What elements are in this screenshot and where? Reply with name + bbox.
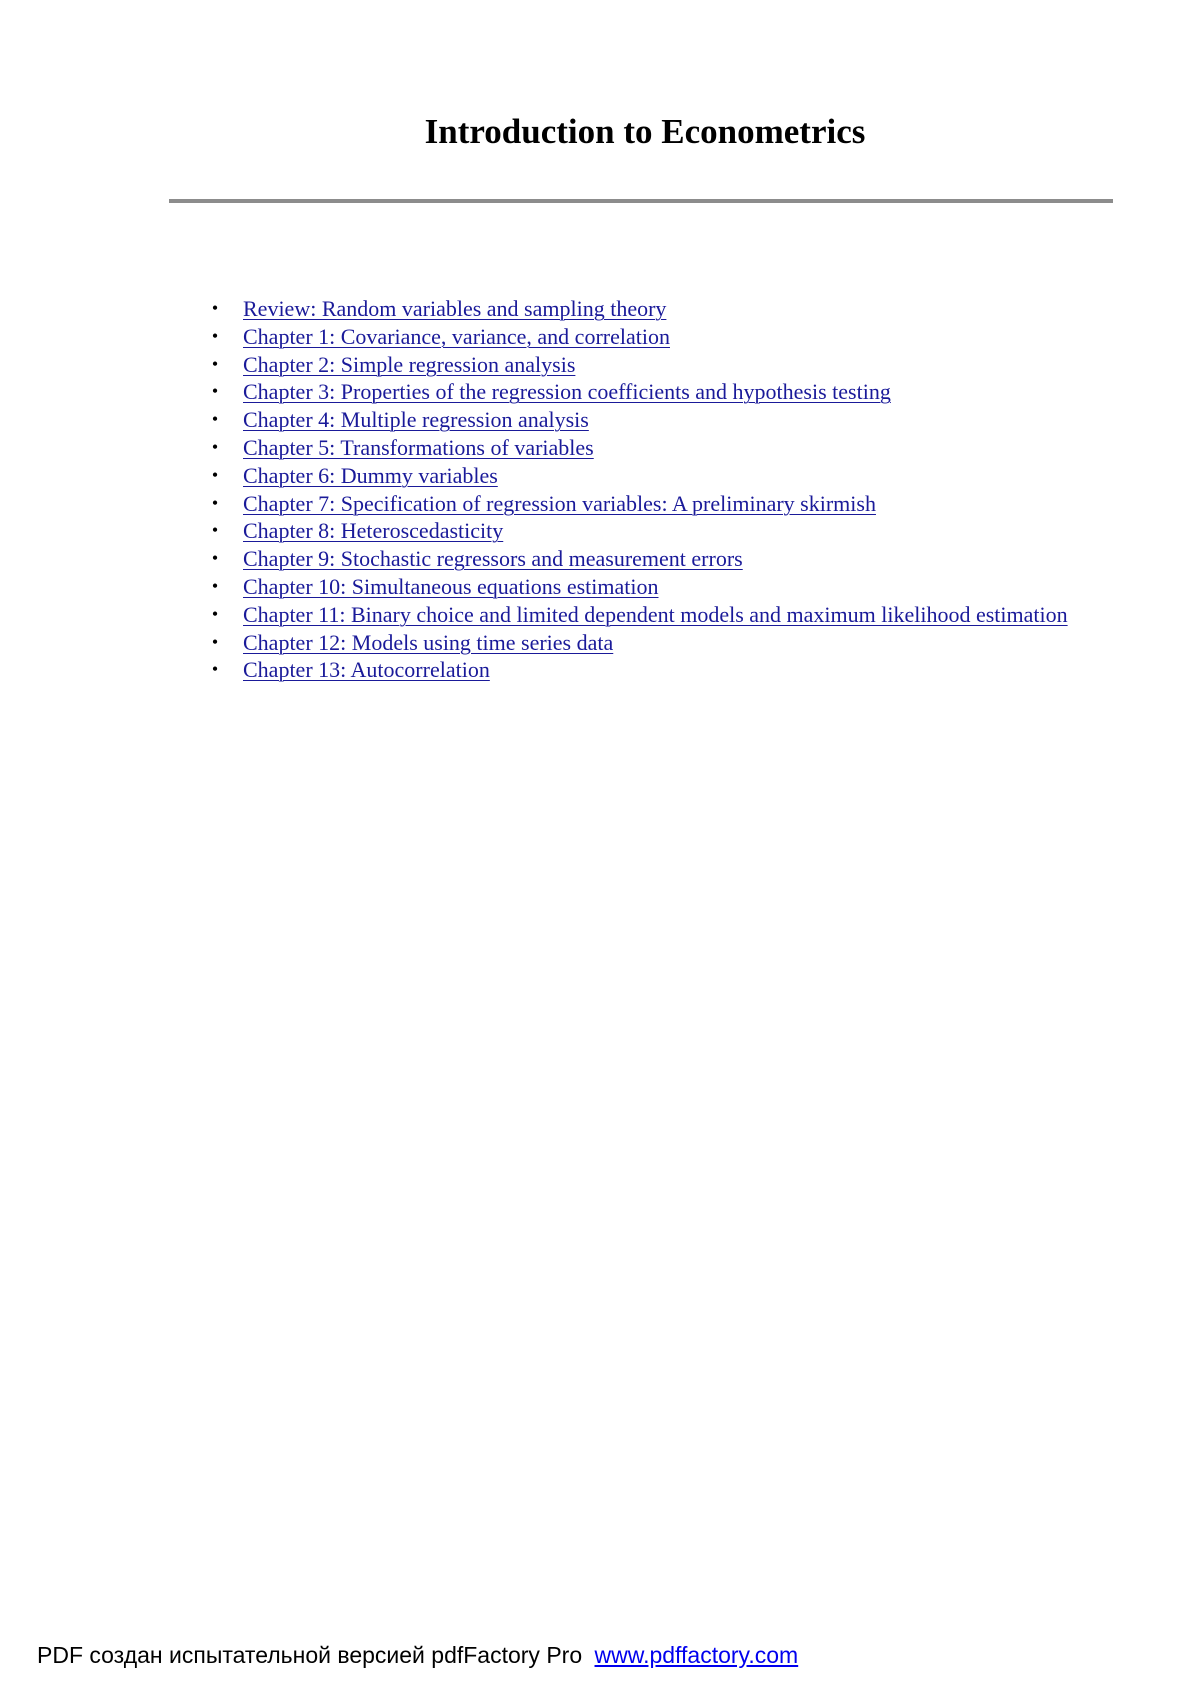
toc-link[interactable]: Chapter 12: Models using time series data: [243, 629, 614, 655]
toc-link[interactable]: Chapter 1: Covariance, variance, and correlation: [243, 323, 670, 349]
toc-link[interactable]: Chapter 2: Simple regression analysis: [243, 351, 576, 377]
toc-link[interactable]: Chapter 11: Binary choice and limited dependent models and maximum likelihood estimation: [243, 601, 1068, 627]
bullet-icon: •: [211, 381, 219, 402]
toc-link[interactable]: Chapter 7: Specification of regression variables: A preliminary skirmish: [243, 490, 876, 516]
toc-item: [211, 490, 1073, 518]
toc-item: [211, 323, 1073, 351]
toc-link[interactable]: Review: Random variables and sampling theory: [243, 296, 667, 321]
toc-link[interactable]: Chapter 6: Dummy variables: [243, 462, 498, 488]
toc-item: [211, 406, 1073, 434]
bullet-icon: •: [211, 325, 219, 346]
footer-text: PDF создан испытательной версией pdfFactory Pro: [37, 1642, 583, 1668]
toc-item: [211, 656, 1073, 684]
title-divider: [169, 199, 1113, 203]
bullet-icon: •: [211, 492, 219, 513]
table-of-contents: [211, 295, 1073, 684]
toc-item: [211, 517, 1073, 545]
bullet-icon: •: [211, 353, 219, 374]
toc-link[interactable]: Chapter 3: Properties of the regression coefficients and hypothesis testing: [243, 379, 891, 405]
bullet-icon: •: [211, 603, 219, 624]
toc-link[interactable]: Chapter 13: Autocorrelation: [243, 657, 490, 683]
toc-item: [211, 462, 1073, 490]
toc-item: [211, 629, 1073, 657]
bullet-icon: •: [211, 298, 219, 318]
bullet-icon: •: [211, 520, 219, 541]
toc-link[interactable]: Chapter 8: Heteroscedasticity: [243, 518, 504, 544]
pdf-footer: [37, 1641, 798, 1669]
toc-item: [211, 545, 1073, 573]
toc-item: [211, 295, 1073, 323]
toc-link[interactable]: Chapter 4: Multiple regression analysis: [243, 407, 589, 433]
toc-item: [211, 573, 1073, 601]
bullet-icon: •: [211, 409, 219, 430]
toc-item: [211, 378, 1073, 406]
bullet-icon: •: [211, 464, 219, 485]
page-title: Introduction to Econometrics: [424, 112, 866, 151]
toc-item: [211, 434, 1073, 462]
bullet-icon: •: [211, 575, 219, 596]
toc-link[interactable]: Chapter 10: Simultaneous equations estimation: [243, 573, 659, 599]
footer-link[interactable]: www.pdffactory.com: [594, 1642, 799, 1668]
toc-item: [211, 351, 1073, 379]
toc-link[interactable]: Chapter 5: Transformations of variables: [243, 434, 594, 460]
bullet-icon: •: [211, 436, 219, 457]
bullet-icon: •: [211, 659, 219, 680]
bullet-icon: •: [211, 631, 219, 652]
bullet-icon: •: [211, 548, 219, 569]
toc-link[interactable]: Chapter 9: Stochastic regressors and measurement errors: [243, 546, 743, 572]
toc-item: [211, 601, 1073, 629]
